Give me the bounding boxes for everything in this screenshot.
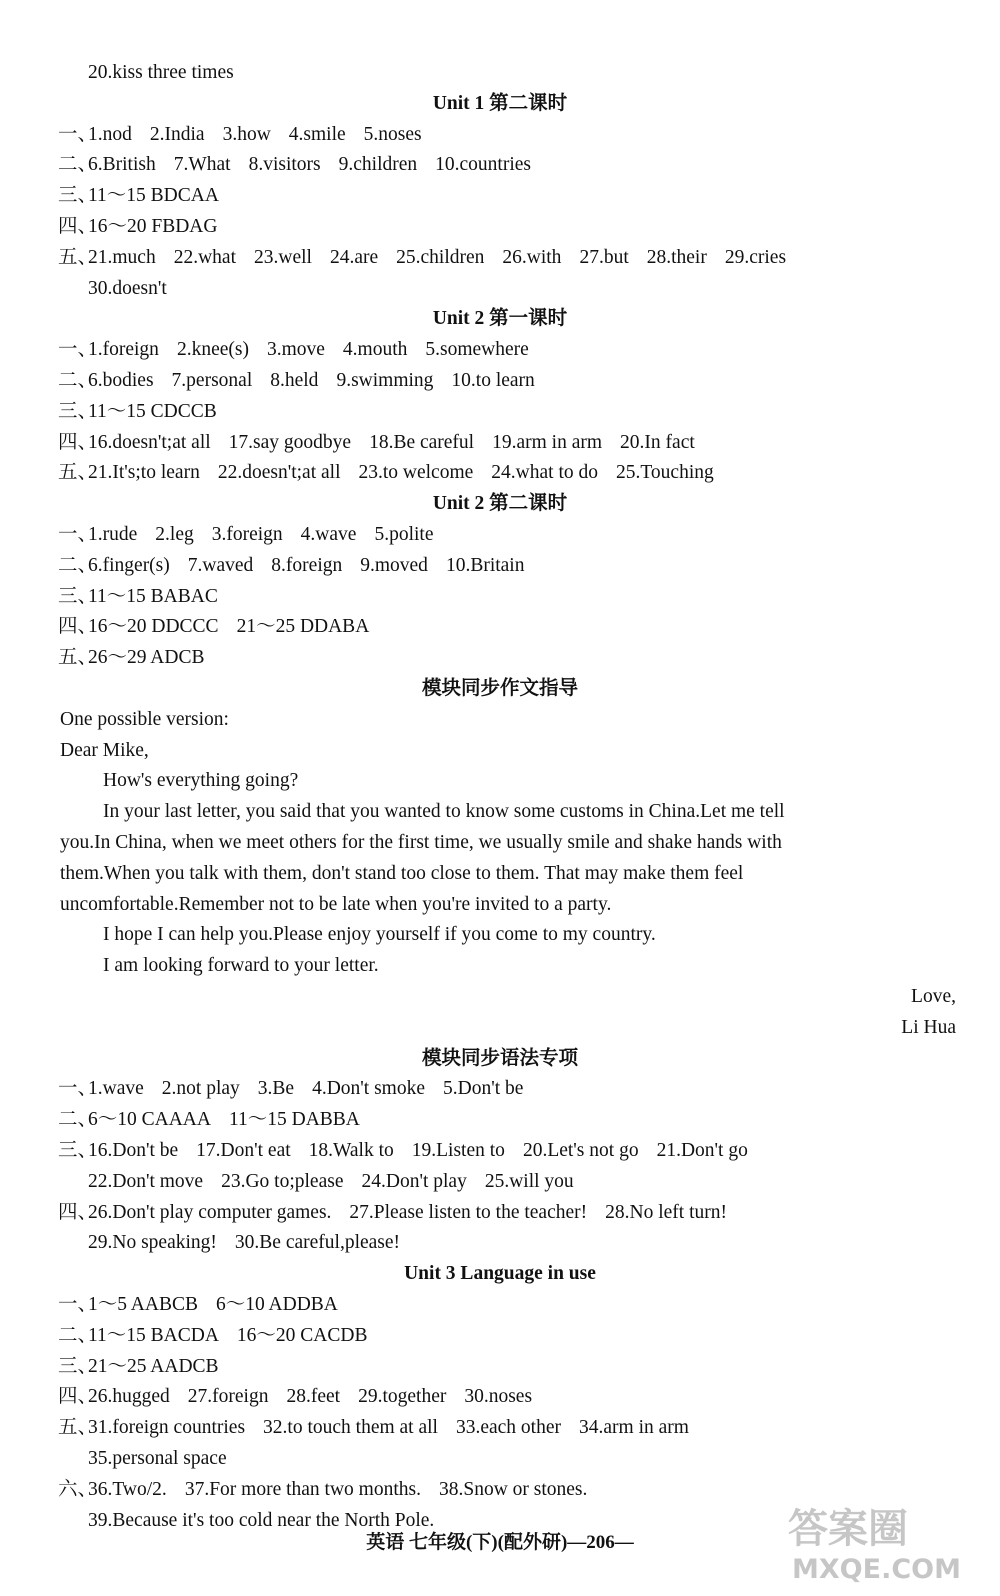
section-number: 五、 bbox=[58, 1417, 98, 1439]
section-number: 二、 bbox=[58, 1109, 98, 1131]
letter-text: uncomfortable.Remember not to be late when you're invited to a party. bbox=[60, 893, 612, 915]
answer-line bbox=[58, 1198, 960, 1229]
answer-item: 22.doesn't;at all bbox=[217, 462, 341, 484]
answer-item: 39.Because it's too cold near the North Pole. bbox=[88, 1509, 435, 1531]
answer-item: 6～10 ADDBA bbox=[215, 1294, 338, 1315]
answer-item: 23.Go to;please bbox=[221, 1170, 344, 1192]
answer-item: 27.but bbox=[579, 246, 629, 268]
answer-item: 29.No speaking! bbox=[88, 1232, 217, 1254]
answer-item: 21～25 AADCB bbox=[88, 1355, 219, 1377]
section-number: 三、 bbox=[58, 1140, 98, 1161]
answer-item: 38.Snow or stones. bbox=[438, 1478, 588, 1500]
section-heading: 模块同步作文指导 bbox=[421, 678, 578, 699]
section-heading: Unit 2 第一课时 bbox=[432, 308, 568, 330]
answer-item: 9.moved bbox=[360, 554, 428, 576]
answer-line bbox=[58, 1074, 960, 1105]
letter-text: them.When you talk with them, don't stand too close to them. That may make them feel bbox=[60, 862, 744, 884]
answer-item: 25.Touching bbox=[616, 462, 714, 484]
answer-item: 29.together bbox=[358, 1386, 447, 1408]
letter-signoff: Love, bbox=[911, 986, 956, 1007]
answer-item: 1.foreign bbox=[88, 339, 159, 361]
letter-paragraph: I hope I can help you.Please enjoy yourself if you come to my country. bbox=[103, 924, 656, 946]
section-number: 二、 bbox=[58, 370, 98, 391]
answer-item: 10.Britain bbox=[445, 554, 525, 576]
section-number: 六、 bbox=[58, 1478, 98, 1500]
section-heading: 模块同步语法专项 bbox=[421, 1047, 578, 1069]
answer-item: 26.with bbox=[502, 246, 562, 268]
section-number: 一、 bbox=[58, 339, 98, 361]
answer-item: 32.to touch them at all bbox=[263, 1417, 438, 1439]
section-number: 五、 bbox=[58, 246, 98, 268]
answer-item: 11～15 CDCCB bbox=[88, 400, 217, 422]
answer-line bbox=[58, 366, 960, 397]
answer-item: 20.Let's not go bbox=[522, 1140, 639, 1161]
answer-item: 19.Listen to bbox=[411, 1140, 505, 1161]
answer-item: 5.noses bbox=[363, 123, 422, 145]
answer-line bbox=[58, 643, 960, 674]
answer-item: 21.It's;to learn bbox=[88, 462, 200, 484]
answer-item: 27.Please listen to the teacher! bbox=[349, 1201, 588, 1223]
answer-item: 2.not play bbox=[161, 1078, 240, 1100]
answer-item: 36.Two/2. bbox=[88, 1478, 167, 1500]
answer-item: 5.Don't be bbox=[443, 1078, 524, 1100]
answer-line bbox=[58, 335, 960, 366]
section-number: 一、 bbox=[58, 524, 98, 545]
letter-signoff: Li Hua bbox=[901, 1016, 956, 1038]
answer-item: 18.Walk to bbox=[308, 1140, 394, 1161]
answer-item: 18.Be careful bbox=[369, 431, 475, 453]
answer-line bbox=[88, 1444, 960, 1475]
answer-item: 7.personal bbox=[171, 370, 253, 391]
answer-item: 11～15 BABAC bbox=[88, 585, 218, 607]
answer-item: 26.hugged bbox=[88, 1386, 170, 1408]
answer-item: 26.Don't play computer games. bbox=[88, 1201, 332, 1223]
answer-item: 16～20 CACDB bbox=[236, 1324, 368, 1346]
section-number: 四、 bbox=[58, 216, 98, 237]
answer-item: 28.their bbox=[646, 246, 707, 268]
page-footer: 英语 七年级(下)(配外研)—206— bbox=[366, 1532, 634, 1553]
answer-item: 31.foreign countries bbox=[88, 1417, 246, 1439]
answer-item: 24.Don't play bbox=[361, 1170, 467, 1192]
answer-line bbox=[58, 397, 960, 428]
section-heading: Unit 3 Language in use bbox=[404, 1263, 596, 1285]
answer-item: 34.arm in arm bbox=[579, 1417, 689, 1439]
answer-item: 8.held bbox=[270, 370, 319, 391]
answer-item: 28.No left turn! bbox=[605, 1201, 727, 1223]
section-number: 二、 bbox=[58, 554, 98, 576]
answer-item: 37.For more than two months. bbox=[184, 1478, 421, 1500]
letter-paragraph: How's everything going? bbox=[103, 770, 299, 792]
answer-item: 5.somewhere bbox=[425, 339, 529, 361]
answer-item: 19.arm in arm bbox=[492, 431, 603, 453]
section-number: 三、 bbox=[58, 400, 98, 422]
answer-line bbox=[58, 1352, 960, 1383]
answer-item: 9.swimming bbox=[336, 370, 434, 391]
answer-item: 24.are bbox=[329, 246, 379, 268]
answer-item: 1～5 AABCB bbox=[88, 1294, 198, 1315]
answer-item: 26～29 ADCB bbox=[88, 647, 205, 669]
answer-item: 30.noses bbox=[464, 1386, 533, 1408]
answer-line bbox=[58, 1382, 960, 1413]
answer-item: 6～10 CAAAA bbox=[88, 1109, 211, 1131]
answer-line bbox=[58, 428, 960, 459]
answer-line bbox=[58, 458, 960, 489]
section-number: 五、 bbox=[58, 647, 98, 669]
section-number: 三、 bbox=[58, 1355, 98, 1377]
answer-line bbox=[58, 551, 960, 582]
answer-item: 24.what to do bbox=[491, 462, 598, 484]
section-number: 五、 bbox=[58, 462, 98, 484]
answer-item: 6.British bbox=[88, 154, 156, 176]
section-heading: Unit 1 第二课时 bbox=[432, 92, 568, 114]
answer-item: 3.foreign bbox=[211, 524, 283, 545]
section-number: 三、 bbox=[58, 185, 98, 207]
section-number: 二、 bbox=[58, 154, 98, 176]
answer-line bbox=[58, 1321, 960, 1352]
answer-line bbox=[58, 1136, 960, 1167]
answer-item: 4.Don't smoke bbox=[312, 1078, 426, 1100]
answer-item: 17.Don't eat bbox=[196, 1140, 291, 1161]
answer-item: 22.Don't move bbox=[88, 1170, 204, 1192]
answer-item: 11～15 BDCAA bbox=[88, 185, 219, 207]
answer-item: 3.how bbox=[222, 123, 271, 145]
watermark-logo bbox=[778, 1498, 978, 1590]
answer-item: 7.waved bbox=[187, 554, 254, 576]
answer-item: 2.leg bbox=[155, 524, 194, 545]
answer-line bbox=[88, 1167, 960, 1198]
section-number: 二、 bbox=[58, 1324, 98, 1346]
answer-item: 6.finger(s) bbox=[88, 554, 170, 576]
answer-item: 33.each other bbox=[455, 1417, 562, 1439]
answer-item: 6.bodies bbox=[88, 370, 154, 391]
answer-item: 11～15 BACDA bbox=[88, 1324, 219, 1346]
answer-item: 35.personal space bbox=[88, 1448, 227, 1469]
answer-line bbox=[58, 181, 960, 212]
answer-item: 20.In fact bbox=[620, 431, 695, 453]
answer-line bbox=[58, 212, 960, 243]
answer-item: 4.mouth bbox=[342, 339, 408, 361]
section-number: 四、 bbox=[58, 616, 98, 638]
answer-item: 23.well bbox=[253, 246, 312, 268]
answer-line bbox=[58, 1290, 960, 1321]
answer-item: 10.to learn bbox=[451, 370, 535, 391]
letter-text: One possible version: bbox=[60, 708, 229, 730]
answer-item: 1.rude bbox=[88, 524, 138, 545]
section-heading: Unit 2 第二课时 bbox=[432, 493, 568, 515]
answer-item: 16～20 DDCCC bbox=[88, 616, 219, 638]
letter-paragraph: I am looking forward to your letter. bbox=[103, 955, 379, 977]
section-number: 一、 bbox=[58, 1294, 98, 1315]
answer-item: 30.Be careful,please! bbox=[234, 1232, 401, 1254]
answer-item: 4.wave bbox=[300, 524, 357, 545]
answer-line: 30.doesn't bbox=[88, 277, 167, 299]
letter-text: Dear Mike, bbox=[60, 739, 149, 761]
section-number: 四、 bbox=[58, 431, 98, 453]
answer-item: 11～15 DABBA bbox=[228, 1109, 360, 1131]
answer-item: 7.What bbox=[173, 154, 231, 176]
answer-item: 23.to welcome bbox=[358, 462, 474, 484]
answer-item: 2.knee(s) bbox=[176, 339, 249, 361]
answer-item: 17.say goodbye bbox=[228, 431, 352, 453]
watermark-title: 答案圈 bbox=[788, 1506, 908, 1552]
answer-item: 3.Be bbox=[257, 1078, 295, 1100]
answer-item: 25.will you bbox=[484, 1170, 574, 1192]
answer-line bbox=[58, 582, 960, 613]
answer-item: 29.cries bbox=[724, 246, 787, 268]
section-number: 一、 bbox=[58, 1078, 98, 1100]
answer-line bbox=[58, 243, 960, 274]
answer-line bbox=[58, 1413, 960, 1444]
answer-line bbox=[58, 520, 960, 551]
answer-item: 28.feet bbox=[286, 1386, 341, 1408]
letter-paragraph: In your last letter, you said that you wanted to know some customs in China.Let me tell bbox=[103, 801, 785, 823]
answer-line bbox=[58, 150, 960, 181]
answer-item: 1.nod bbox=[88, 123, 132, 145]
answer-item: 25.children bbox=[396, 246, 485, 268]
answer-item: 10.countries bbox=[435, 154, 532, 176]
letter-text: you.In China, when we meet others for the first time, we usually smile and shake hands with bbox=[60, 832, 782, 853]
section-number: 三、 bbox=[58, 585, 98, 607]
answer-item: 2.India bbox=[149, 123, 205, 145]
answer-item: 5.polite bbox=[374, 524, 434, 545]
answer-item: 1.wave bbox=[88, 1078, 144, 1100]
answer-item: 16～20 FBDAG bbox=[88, 216, 218, 237]
answer-item: 8.foreign bbox=[271, 554, 343, 576]
answer-item: 27.foreign bbox=[187, 1386, 269, 1408]
answer-line: 20.kiss three times bbox=[88, 62, 234, 83]
section-number: 四、 bbox=[58, 1201, 98, 1223]
answer-item: 9.children bbox=[338, 154, 418, 176]
section-number: 一、 bbox=[58, 123, 98, 145]
answer-line bbox=[58, 120, 960, 151]
section-number: 四、 bbox=[58, 1386, 98, 1408]
watermark-url: MXQE.COM bbox=[792, 1554, 961, 1585]
answer-item: 4.smile bbox=[288, 123, 346, 145]
answer-item: 16.doesn't;at all bbox=[88, 431, 211, 453]
answer-item: 8.visitors bbox=[248, 154, 321, 176]
answer-item: 22.what bbox=[173, 246, 236, 268]
answer-item: 21.Don't go bbox=[656, 1140, 748, 1161]
answer-item: 3.move bbox=[266, 339, 325, 361]
answer-line bbox=[88, 1228, 960, 1259]
answer-line bbox=[58, 612, 960, 643]
answer-item: 16.Don't be bbox=[88, 1140, 179, 1161]
answer-item: 21～25 DDABA bbox=[236, 616, 370, 638]
answer-item: 21.much bbox=[88, 246, 156, 268]
answer-line bbox=[58, 1105, 960, 1136]
